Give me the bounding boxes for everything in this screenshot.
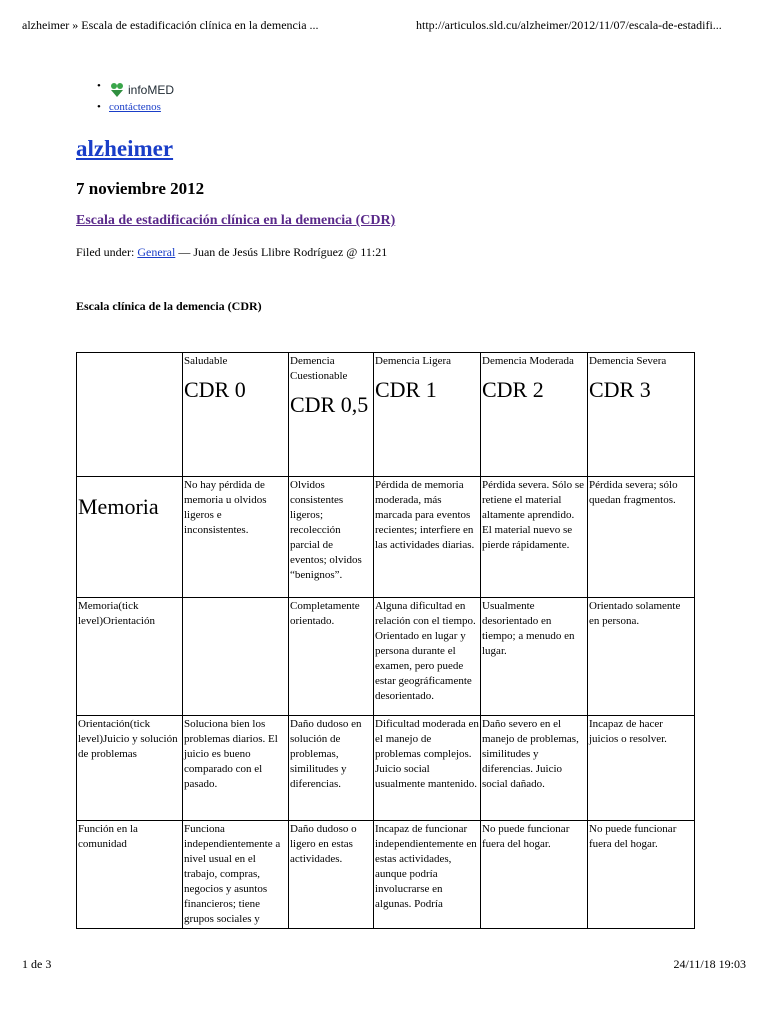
table-row <box>77 477 695 598</box>
header-cell <box>289 353 374 477</box>
category-link[interactable]: General <box>137 245 176 259</box>
table-cell: Pérdida severa; sólo quedan fragmentos. <box>588 477 695 598</box>
post-date: 7 noviembre 2012 <box>76 179 205 198</box>
table-cell: No puede funcionar fuera del hogar. <box>481 821 588 929</box>
print-footer <box>22 957 746 972</box>
row-label-cell: Memoria(tick level)Orientación <box>77 598 183 716</box>
table-cell: Usualmente desorientado en tiempo; a menudo en lugar. <box>481 598 588 716</box>
table-cell: Soluciona bien los problemas diarios. El juicio es bueno comparado con el pasado. <box>183 716 289 821</box>
filed-under-label: Filed under: <box>76 245 135 259</box>
post-title-link[interactable]: Escala de estadificación clínica en la demencia (CDR) <box>76 213 396 228</box>
post-meta <box>76 245 387 260</box>
table-cell: Daño severo en el manejo de problemas, similitudes y diferencias. Juicio social dañado. <box>481 716 588 821</box>
table-cell: Pérdida severa. Sólo se retiene el material altamente aprendido. El material nuevo se pierde rápidamente. <box>481 477 588 598</box>
table-cell: Alguna dificultad en relación con el tiempo. Orientado en lugar y persona durante el examen, pero puede estar geográficamente desorientado. <box>374 598 481 716</box>
cdr-level: CDR 0,5 <box>290 392 369 417</box>
bullet-icon: • <box>97 80 101 92</box>
header-label: Demencia Severa <box>589 355 667 367</box>
cdr-table <box>76 352 695 929</box>
header-cell <box>374 353 481 477</box>
table-row <box>77 598 695 716</box>
print-header <box>22 18 746 34</box>
table-cell <box>183 598 289 716</box>
table-cell <box>183 821 289 929</box>
page-number: 1 de 3 <box>22 957 52 971</box>
row-label-cell: Función en la comunidad <box>77 821 183 929</box>
table-cell: Pérdida de memoria moderada, más marcada para eventos recientes; interfiere en las actividades diarias. <box>374 477 481 598</box>
nav-item-logo <box>97 80 174 101</box>
header-cell <box>183 353 289 477</box>
site-title <box>76 136 173 162</box>
row-label-cell <box>77 477 183 598</box>
bullet-icon: • <box>97 101 101 113</box>
table-corner-cell <box>77 353 183 477</box>
header-label: Demencia Cuestionable <box>290 355 348 382</box>
header-cell <box>588 353 695 477</box>
table-cell: Daño dudoso en solución de problemas, similitudes y diferencias. <box>289 716 374 821</box>
table-row <box>77 821 695 929</box>
header-label: Demencia Moderada <box>482 355 574 367</box>
infomed-logo-icon <box>109 82 125 98</box>
table-cell: No puede funcionar fuera del hogar. <box>588 821 695 929</box>
nav-item-contact <box>97 101 174 113</box>
header-label: Demencia Ligera <box>375 355 452 367</box>
cell-text: Funciona independientemente a nivel usual en el trabajo, compras, negocios y asuntos financieros; tiene grupos sociales y <box>184 823 281 925</box>
section-title: Escala clínica de la demencia (CDR) <box>76 299 262 313</box>
table-cell: Olvidos consistentes ligeros; recolección parcial de eventos; olvidos “benignos”. <box>289 477 374 598</box>
post-title <box>76 213 395 229</box>
cdr-level: CDR 2 <box>482 377 544 402</box>
logo-brand-text: infoMED <box>128 83 175 97</box>
table-row <box>77 716 695 821</box>
table-cell: Dificultad moderada en el manejo de problemas complejos. Juicio social usualmente mantenido. <box>374 716 481 821</box>
print-header-title: alzheimer » Escala de estadificación clínica en la demencia ... <box>22 18 319 32</box>
row-label-cell: Orientación(tick level)Juicio y solución de problemas <box>77 716 183 821</box>
contact-link[interactable]: contáctenos <box>109 101 161 113</box>
header-label: Saludable <box>184 355 228 367</box>
author-time: — Juan de Jesús Llibre Rodríguez @ 11:21 <box>175 245 388 259</box>
table-header-row <box>77 353 695 477</box>
table-cell <box>374 821 481 929</box>
infomed-logo[interactable] <box>109 80 174 100</box>
cell-text: Incapaz de funcionar independientemente en estas actividades, aunque podría involucrarse en algunas. Podría <box>375 823 477 910</box>
table-cell: Orientado solamente en persona. <box>588 598 695 716</box>
header-cell <box>481 353 588 477</box>
cdr-level: CDR 3 <box>589 377 651 402</box>
top-nav-list <box>97 80 174 113</box>
print-timestamp: 24/11/18 19:03 <box>673 957 746 971</box>
site-title-link[interactable]: alzheimer <box>76 136 174 161</box>
table-cell: No hay pérdida de memoria u olvidos ligeros e inconsistentes. <box>183 477 289 598</box>
table-cell: Incapaz de hacer juicios o resolver. <box>588 716 695 821</box>
print-header-url: http://articulos.sld.cu/alzheimer/2012/11/07/escala-de-estadifi... <box>416 18 722 32</box>
table-cell: Completamente orientado. <box>289 598 374 716</box>
cdr-level: CDR 0 <box>184 377 246 402</box>
row-label: Memoria <box>78 494 159 519</box>
table-cell: Daño dudoso o ligero en estas actividades. <box>289 821 374 929</box>
cdr-level: CDR 1 <box>375 377 437 402</box>
